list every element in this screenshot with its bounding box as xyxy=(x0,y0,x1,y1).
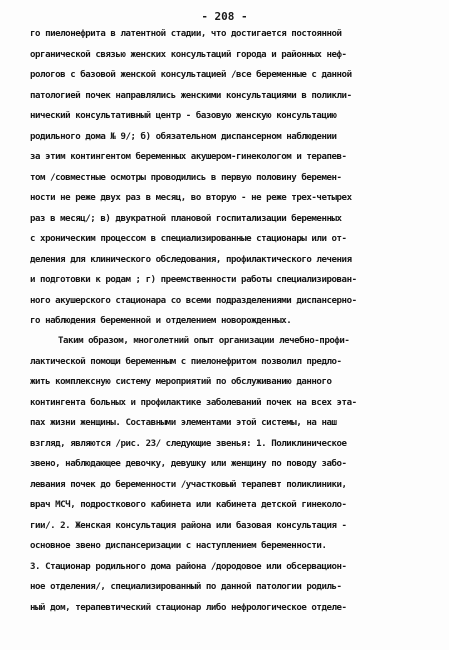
text-line: ный дом, терапевтический стационар либо нефрологическое отделе- xyxy=(30,602,347,613)
text-line: взгляд, являются /рис. 23/ следующие звенья: 1. Поликлиническое xyxy=(30,438,347,449)
text-line: контингента больных и профилактике заболеваний почек на всех эта- xyxy=(30,397,357,408)
text-line: родильного дома № 9/; б) обязательном диспансерном наблюдении xyxy=(30,131,337,142)
paragraph-2 xyxy=(30,331,425,618)
text-line: лактической помощи беременным с пиелонефритом позволил предло- xyxy=(30,356,342,367)
text-line: Таким образом, многолетний опыт организации лечебно-профи- xyxy=(58,336,350,346)
text-line: гии/. 2. Женская консультация района или базовая консультация - xyxy=(30,520,347,531)
text-line: левания почек до беременности /участковый терапевт поликлиники, xyxy=(30,479,347,490)
text-line: го наблюдения беременной и отделением новорожденных. xyxy=(30,316,292,326)
text-line: го пиелонефрита в латентной стадии, что достигается постоянной xyxy=(30,29,342,39)
text-line: патологией почек направлялись женскими консультациями в поликли- xyxy=(30,90,352,101)
text-line: с хроническим процессом в специализированные стационары или от- xyxy=(30,234,347,244)
text-line: врач МСЧ, подросткового кабинета или кабинета детской гинеколо- xyxy=(30,500,347,510)
text-line: органической связью женских консультаций города и районных неф- xyxy=(30,49,347,60)
text-line: ности не реже двух раз в месяц, во вторую - не реже трех-четырех xyxy=(30,193,352,203)
text-line: пах жизни женщины. Составными элементами этой системы, на наш xyxy=(30,418,337,428)
text-line: за этим контингентом беременных акушером-гинекологом и терапев- xyxy=(30,152,347,162)
page-number: - 208 - xyxy=(201,10,248,23)
text-line: 3. Стационар родильного дома района /дородовое или обсервацион- xyxy=(30,561,347,572)
text-line: ное отделения/, специализированный по данной патологии родиль- xyxy=(30,582,342,592)
text-line: том /совместные осмотры проводились в первую половину беремен- xyxy=(30,172,342,183)
text-line: раз в месяц/; в) двукратной плановой госпитализации беременных xyxy=(30,213,342,224)
paragraph-1 xyxy=(30,24,425,332)
text-line: рологов с базовой женской консультацией /все беременные с данной xyxy=(30,70,352,80)
text-line: и подготовки к родам ; г) преемственности работы специализирован- xyxy=(30,275,357,285)
text-line: звено, наблюдающее девочку, девушку или женщину по поводу забо- xyxy=(30,459,347,469)
text-line: нический консультативный центр - базовую женскую консультацию xyxy=(30,111,337,121)
text-line: основное звено диспансеризации с наступлением беременности. xyxy=(30,541,327,551)
text-line: жить комплексную систему мероприятий по обслуживанию данного xyxy=(30,377,332,387)
text-line: ного акушерского стационара со всеми подразделениями диспансерно- xyxy=(30,295,357,306)
text-line: деления для клинического обследования, профилактического лечения xyxy=(30,254,352,265)
